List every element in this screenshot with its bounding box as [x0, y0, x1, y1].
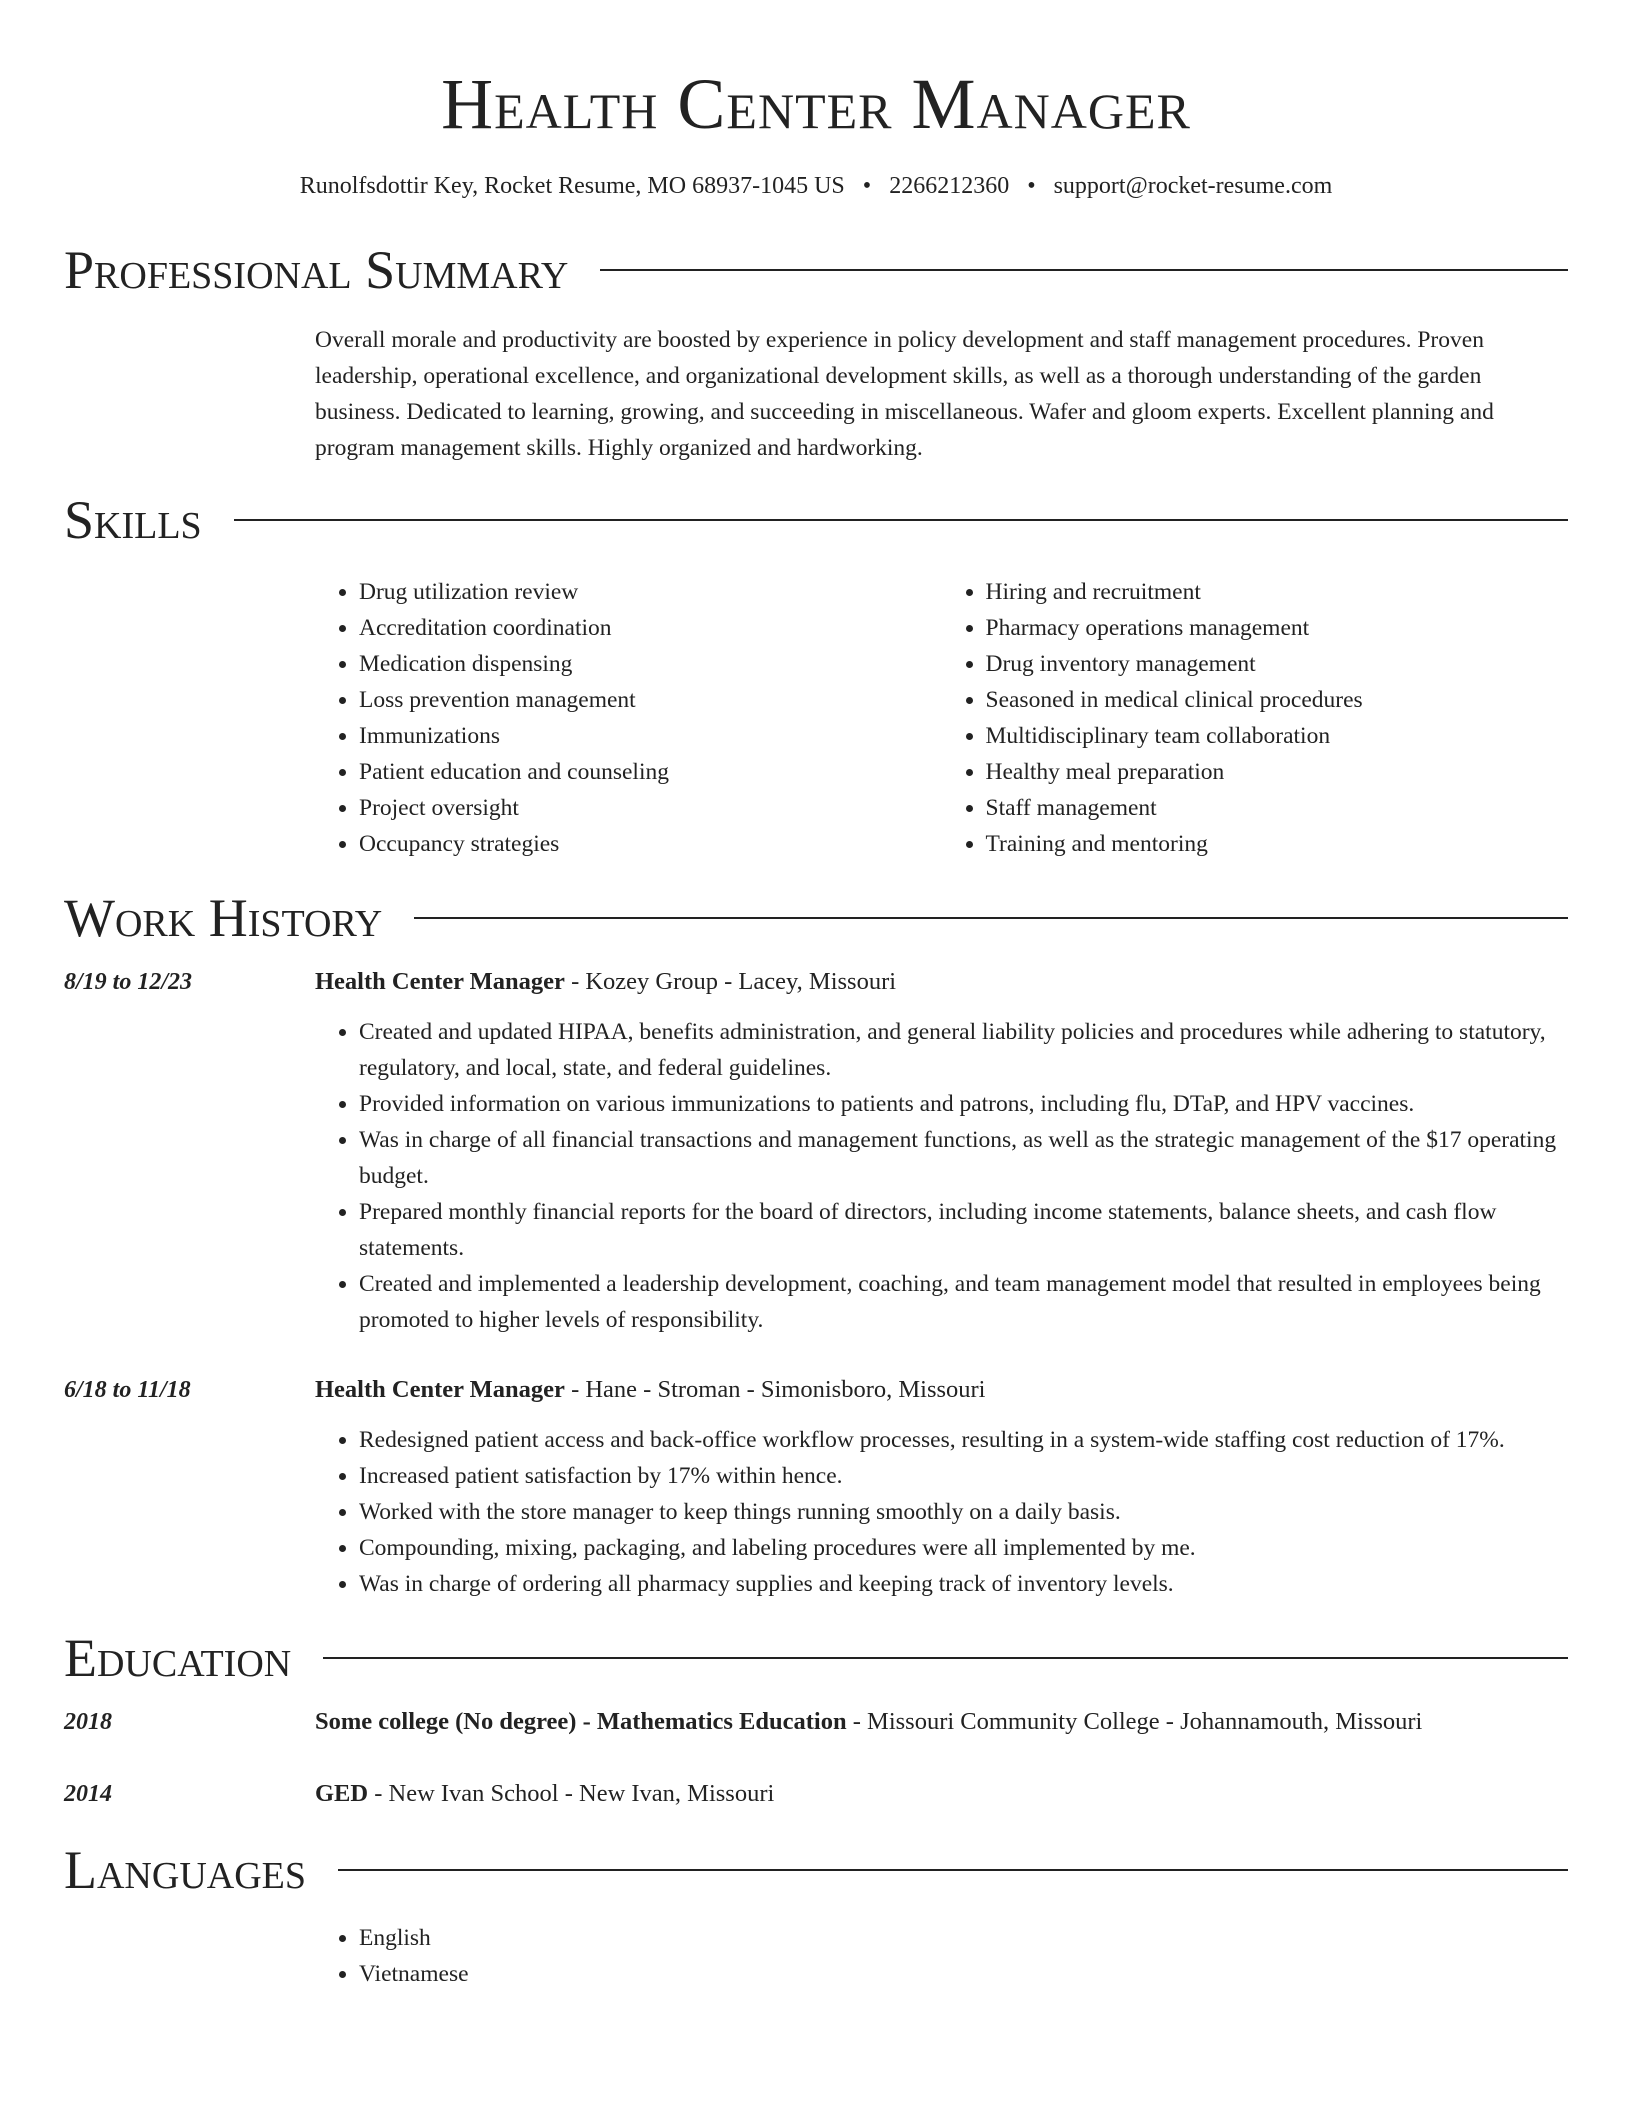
skill-item: • Occupancy strategies: [359, 826, 942, 862]
contact-separator: •: [862, 173, 872, 199]
job-dates: 6/18 to 11/18: [64, 1377, 191, 1403]
job-title: Health Center Manager: [315, 968, 565, 995]
job-entry: [64, 964, 1568, 1338]
skill-item: • Medication dispensing: [359, 646, 942, 682]
job-bullet: • Was in charge of all financial transactions and management functions, as well as the strategic management of the $17 operating budget.: [359, 1122, 1568, 1194]
skill-item: • Drug utilization review: [359, 574, 942, 610]
education-year: 2014: [64, 1781, 112, 1807]
skills-column-left: [315, 574, 942, 862]
skill-item: • Patient education and counseling: [359, 754, 942, 790]
job-title-line: [315, 1372, 986, 1408]
job-bullet: • Redesigned patient access and back-office workflow processes, resulting in a system-wide staffing cost reduction of 17%.: [359, 1422, 1568, 1458]
skills-heading: Skills: [64, 490, 202, 550]
skill-item: • Multidisciplinary team collaboration: [986, 718, 1569, 754]
education-degree: Some college (No degree) - Mathematics Education: [315, 1708, 847, 1735]
languages-heading: Languages: [64, 1840, 306, 1900]
contact-separator: •: [1027, 173, 1036, 199]
summary-text: Overall morale and productivity are boosted by experience in policy development and staff management procedures. Proven leadership, operational excellence, and organizational development skills, as well as a thorough understanding of the garden business. Dedicated to learning, growing, and succeeding in miscellaneous. Wafer and gloom experts. Excellent planning and program management skills. Highly organized and hardworking.: [315, 327, 1494, 461]
education-degree: GED: [315, 1780, 369, 1807]
resume-name: Health Center Manager: [441, 64, 1191, 144]
job-bullet: • Provided information on various immunizations to patients and patrons, including flu, DTaP, and HPV vaccines.: [359, 1086, 1568, 1122]
job-header: [64, 964, 1568, 1000]
section-divider: [338, 1869, 1568, 1871]
education-school: - New Ivan School - New Ivan, Missouri: [368, 1780, 775, 1807]
job-entry: [64, 1372, 1568, 1602]
skill-item: • Accreditation coordination: [359, 610, 942, 646]
language-item: • English: [359, 1920, 1568, 1956]
skill-item: • Training and mentoring: [986, 826, 1569, 862]
work-section-header: [64, 886, 1568, 950]
job-bullet: • Compounding, mixing, packaging, and labeling procedures were all implemented by me.: [359, 1530, 1568, 1566]
summary-section-header: [64, 238, 1568, 302]
skill-item: • Seasoned in medical clinical procedures: [986, 682, 1569, 718]
section-divider: [414, 917, 1568, 919]
job-bullet: • Increased patient satisfaction by 17% within hence.: [359, 1458, 1568, 1494]
section-divider: [323, 1657, 1568, 1659]
education-school: - Missouri Community College - Johannamouth, Missouri: [846, 1708, 1423, 1735]
contact-line: [64, 170, 1568, 202]
education-heading: Education: [64, 1628, 292, 1688]
education-entry: [64, 1776, 1568, 1812]
languages-section-header: [64, 1838, 1568, 1902]
job-dates: 8/19 to 12/23: [64, 969, 193, 995]
skill-item: • Hiring and recruitment: [986, 574, 1569, 610]
education-year: 2018: [64, 1709, 112, 1735]
job-bullet: • Worked with the store manager to keep things running smoothly on a daily basis.: [359, 1494, 1568, 1530]
job-title: Health Center Manager: [315, 1376, 565, 1403]
education-line: [315, 1704, 1422, 1740]
job-title-line: [315, 964, 896, 1000]
skill-item: • Loss prevention management: [359, 682, 942, 718]
section-divider: [600, 269, 1568, 271]
job-bullet: • Was in charge of ordering all pharmacy supplies and keeping track of inventory levels.: [359, 1566, 1568, 1602]
section-divider: [234, 519, 1568, 521]
job-bullet: • Created and updated HIPAA, benefits administration, and general liability policies and procedures while adhering to statutory, regulatory, and local, state, and federal guidelines.: [359, 1014, 1568, 1086]
skills-column-right: [942, 574, 1569, 862]
job-bullet: • Prepared monthly financial reports for the board of directors, including income statements, balance sheets, and cash flow statements.: [359, 1194, 1568, 1266]
skill-item: • Immunizations: [359, 718, 942, 754]
contact-address: Runolfsdottir Key, Rocket Resume, MO 68937-1045 US: [299, 173, 845, 199]
job-bullets: [315, 1014, 1568, 1338]
language-item: • Vietnamese: [359, 1956, 1568, 1992]
skill-item: • Healthy meal preparation: [986, 754, 1569, 790]
skills-section-header: [64, 488, 1568, 552]
education-section-header: [64, 1626, 1568, 1690]
languages-list: [315, 1920, 1568, 1992]
skill-item: • Pharmacy operations management: [986, 610, 1569, 646]
job-bullet: • Created and implemented a leadership development, coaching, and team management model that resulted in employees being promoted to higher levels of responsibility.: [359, 1266, 1568, 1338]
job-employer: - Hane - Stroman - Simonisboro, Missouri: [564, 1376, 986, 1403]
skill-item: • Staff management: [986, 790, 1569, 826]
job-bullets: [315, 1422, 1568, 1602]
contact-email: support@rocket-resume.com: [1053, 173, 1333, 199]
education-entry: [64, 1704, 1568, 1740]
work-heading: Work History: [64, 888, 383, 948]
skills-list: [315, 574, 1568, 862]
job-employer: - Kozey Group - Lacey, Missouri: [564, 968, 897, 995]
skill-item: • Project oversight: [359, 790, 942, 826]
skill-item: • Drug inventory management: [986, 646, 1569, 682]
job-header: [64, 1372, 1568, 1408]
summary-heading: Professional Summary: [64, 240, 569, 300]
contact-phone: 2266212360: [889, 173, 1010, 199]
education-line: [315, 1776, 774, 1812]
